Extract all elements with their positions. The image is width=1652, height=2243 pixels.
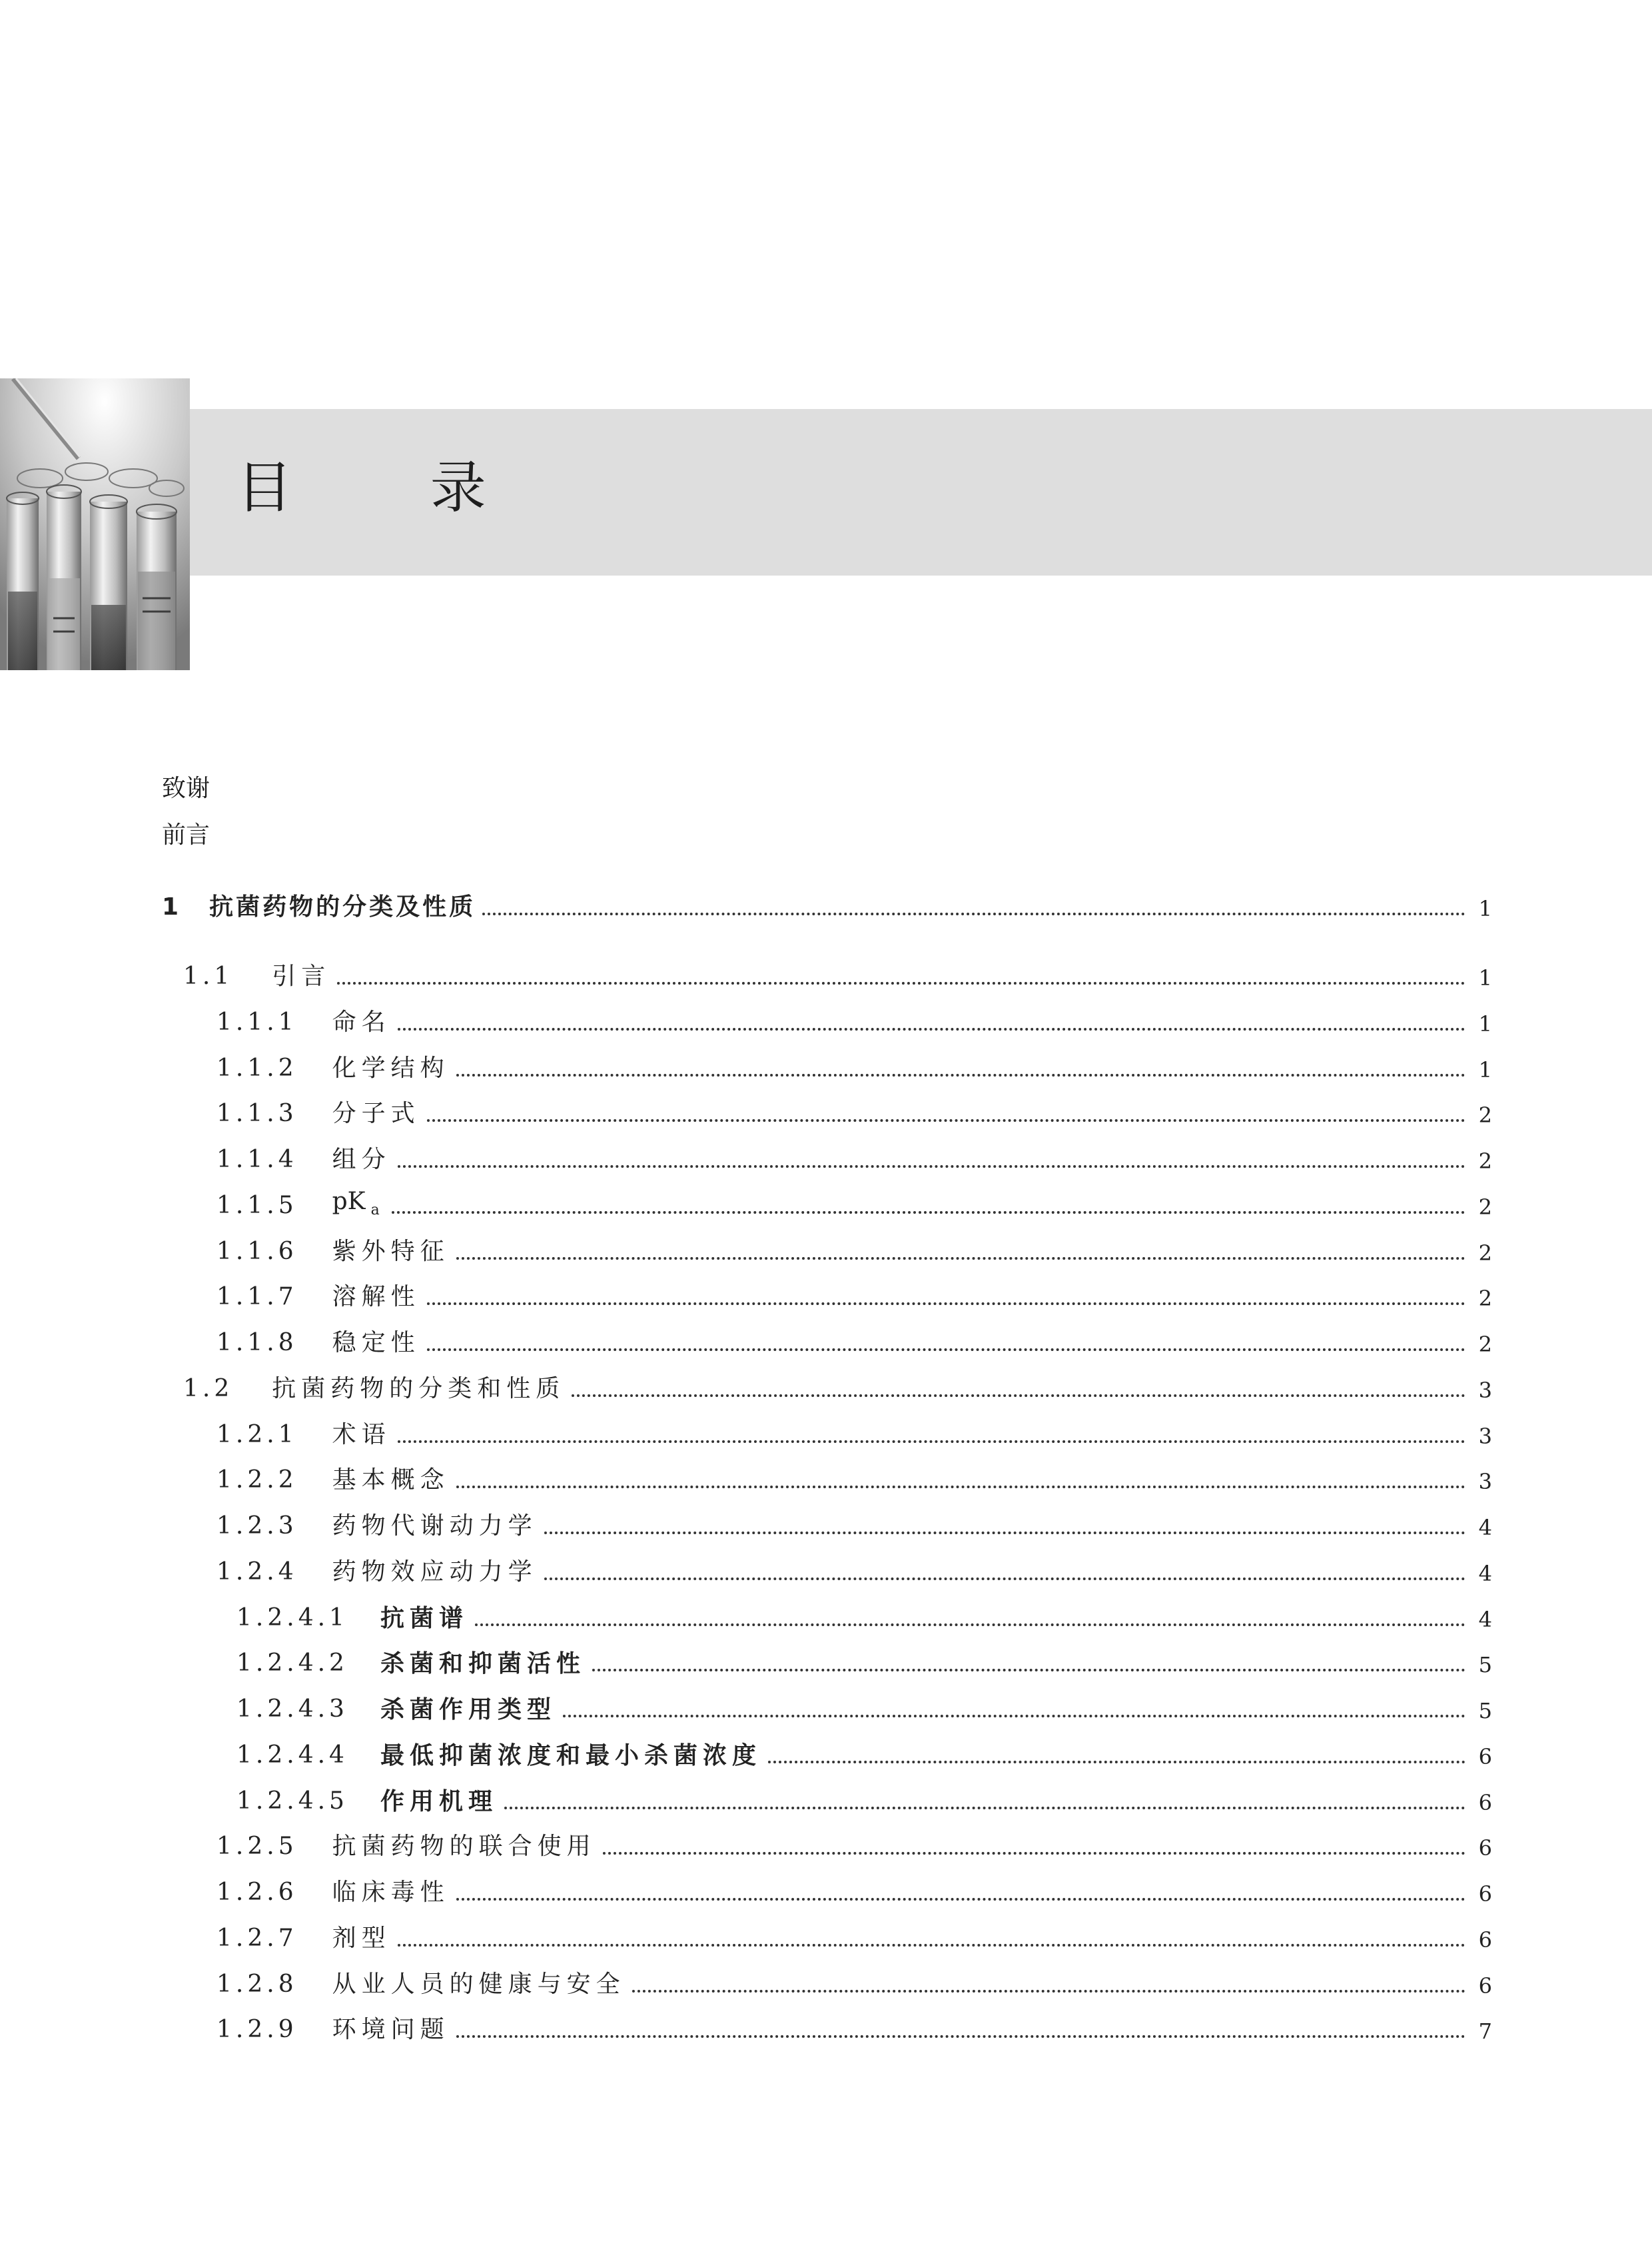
- toc-leader-dots: [456, 2035, 1465, 2038]
- toc-entry-number: 1.2.6: [216, 1879, 298, 1906]
- toc-leader-dots: [337, 982, 1465, 985]
- toc-entry[interactable]: [236, 1784, 1492, 1813]
- toc-leader-dots: [398, 1165, 1465, 1168]
- toc-entry-title: 从业人员的健康与安全: [332, 1971, 625, 1998]
- toc-entry-title: 紫外特征: [332, 1238, 450, 1265]
- toc-entry-number: 1.1.5: [216, 1192, 298, 1219]
- toc-entry[interactable]: [216, 1463, 1492, 1492]
- toc-entry-number: 1.2: [183, 1375, 234, 1402]
- toc-page-number: 4: [1478, 1561, 1492, 1586]
- toc-entry-title: 化学结构: [332, 1055, 450, 1082]
- toc-page-number: 6: [1478, 1881, 1492, 1907]
- toc-entry-number: 1.2.7: [216, 1925, 298, 1952]
- toc-entry-title: 命名: [332, 1009, 391, 1036]
- toc-entry[interactable]: [216, 1967, 1492, 1997]
- toc-page-number: 3: [1478, 1424, 1492, 1449]
- toc-entry-title: 临床毒性: [332, 1879, 450, 1906]
- toc-leader-dots: [768, 1761, 1465, 1763]
- toc-entry-title-main: pK: [332, 1187, 366, 1215]
- front-matter-acknowledgements[interactable]: 致谢: [162, 775, 210, 802]
- toc-entry[interactable]: [236, 1738, 1492, 1767]
- toc-entry[interactable]: [216, 1005, 1492, 1035]
- toc-entry-title: 药物代谢动力学: [332, 1512, 538, 1540]
- toc-page-number: 5: [1478, 1652, 1492, 1677]
- toc-entry-title: 药物效应动力学: [332, 1558, 538, 1585]
- toc-entry-number: 1.2.8: [216, 1971, 298, 1998]
- toc-chapter-number: 1: [162, 893, 179, 921]
- toc-entry[interactable]: [236, 1646, 1492, 1675]
- toc-entry-number: 1.2.1: [216, 1421, 298, 1448]
- toc-leader-dots: [475, 1623, 1465, 1626]
- toc-entry[interactable]: [216, 1326, 1492, 1355]
- toc-page-number: 2: [1478, 1194, 1492, 1220]
- toc-page-number: 2: [1478, 1286, 1492, 1311]
- toc-entry[interactable]: [216, 1875, 1492, 1905]
- toc-entry-number: 1.1.2: [216, 1055, 298, 1082]
- toc-leader-dots: [504, 1807, 1465, 1809]
- toc-entry-number: 1.2.5: [216, 1833, 298, 1860]
- toc-entry-title: [332, 1187, 385, 1218]
- toc-entry-number: 1.1.7: [216, 1283, 298, 1310]
- toc-entry[interactable]: [236, 1692, 1492, 1721]
- toc-entry-title: 杀菌作用类型: [380, 1695, 556, 1723]
- toc-leader-dots: [392, 1211, 1465, 1214]
- toc-chapter-title: 抗菌药物的分类及性质: [209, 893, 476, 921]
- toc-leader-dots: [398, 1944, 1465, 1947]
- toc-leader-dots: [632, 1990, 1465, 1993]
- toc-entry-number: 1.1.8: [216, 1329, 298, 1356]
- front-matter-preface[interactable]: 前言: [162, 821, 210, 849]
- toc-page-number: 1: [1478, 1057, 1492, 1083]
- toc-leader-dots: [456, 1898, 1465, 1901]
- toc-entry-title: 溶解性: [332, 1283, 420, 1310]
- toc-entry-number: 1.2.4: [216, 1558, 298, 1585]
- toc-entry[interactable]: [183, 1372, 1492, 1401]
- toc-page-number: 1: [1478, 965, 1492, 991]
- toc-entry-title: 环境问题: [332, 2016, 450, 2043]
- toc-entry-title: 最低抑菌浓度和最小杀菌浓度: [380, 1741, 761, 1769]
- toc-leader-dots: [398, 1440, 1465, 1443]
- toc-entry-number: 1.1.4: [216, 1146, 298, 1173]
- toc-page-number: 3: [1478, 1469, 1492, 1494]
- toc-entry[interactable]: [216, 1555, 1492, 1584]
- toc-leader-dots: [563, 1715, 1465, 1717]
- toc-entry-title: 组分: [332, 1146, 391, 1173]
- toc-page-number: 1: [1478, 1011, 1492, 1037]
- page-title: 目 录: [236, 455, 546, 520]
- toc-entry-title: 引言: [272, 963, 331, 990]
- toc-page-number: 2: [1478, 1148, 1492, 1174]
- toc-page-number: 7: [1478, 2019, 1492, 2044]
- toc-entry-title-subscript: a: [370, 1202, 385, 1218]
- toc-page-number: 2: [1478, 1332, 1492, 1357]
- toc-entry-number: 1.2.4.1: [236, 1604, 348, 1631]
- toc-entry-title: 抗菌谱: [380, 1604, 468, 1632]
- toc-leader-dots: [482, 913, 1465, 915]
- toc-page-number: 6: [1478, 1973, 1492, 1999]
- toc-entry-title: 稳定性: [332, 1329, 420, 1356]
- toc-page-number: 3: [1478, 1378, 1492, 1403]
- toc-page-number: 1: [1478, 896, 1492, 921]
- toc-leader-dots: [544, 1577, 1465, 1580]
- toc-leader-dots: [592, 1669, 1465, 1671]
- toc-page-number: 6: [1478, 1927, 1492, 1953]
- toc-entry[interactable]: [216, 1418, 1492, 1447]
- toc-leader-dots: [427, 1348, 1465, 1351]
- toc-page-number: 6: [1478, 1790, 1492, 1815]
- toc-entry-number: 1.2.4.3: [236, 1695, 348, 1723]
- toc-entry-number: 1.2.2: [216, 1466, 298, 1494]
- toc-entry-number: 1.2.9: [216, 2016, 298, 2043]
- toc-entry-number: 1.2.3: [216, 1512, 298, 1540]
- toc-page-number: 6: [1478, 1835, 1492, 1861]
- toc-page-number: 2: [1478, 1240, 1492, 1266]
- toc-page-number: 4: [1478, 1607, 1492, 1632]
- toc-entry[interactable]: [216, 1509, 1492, 1538]
- toc-leader-dots: [427, 1302, 1465, 1305]
- toc-entry[interactable]: [183, 959, 1492, 989]
- toc-entry-number: 1.2.4.5: [236, 1787, 348, 1815]
- toc-entry[interactable]: [216, 1188, 1492, 1218]
- toc-entry[interactable]: [216, 2013, 1492, 2042]
- toc-entry[interactable]: [216, 1921, 1492, 1951]
- toc-entry[interactable]: [216, 1097, 1492, 1126]
- toc-entry-title: 杀菌和抑菌活性: [380, 1649, 586, 1677]
- toc-entry-number: 1.1.3: [216, 1100, 298, 1127]
- toc-entry[interactable]: [216, 1280, 1492, 1309]
- toc-entry-title: 剂型: [332, 1925, 391, 1952]
- toc-page-number: 5: [1478, 1698, 1492, 1723]
- toc-entry[interactable]: [216, 1234, 1492, 1264]
- toc-entry-number: 1.2.4.2: [236, 1649, 348, 1677]
- toc-page-number: 4: [1478, 1515, 1492, 1540]
- toc-entry-title: 抗菌药物的联合使用: [332, 1833, 596, 1860]
- toc-leader-dots: [427, 1119, 1465, 1122]
- toc-entry-title: 基本概念: [332, 1466, 450, 1494]
- toc-entry-title: 分子式: [332, 1100, 420, 1127]
- toc-entry[interactable]: [216, 1829, 1492, 1859]
- toc-leader-dots: [398, 1028, 1465, 1031]
- toc-entry-number: 1.1.6: [216, 1238, 298, 1265]
- toc-leader-dots: [456, 1257, 1465, 1260]
- lab-test-tubes-photo: [0, 378, 190, 670]
- toc-leader-dots: [456, 1074, 1465, 1077]
- toc-entry[interactable]: [216, 1142, 1492, 1172]
- toc-entry-number: 1.1.1: [216, 1009, 298, 1036]
- toc-leader-dots: [603, 1852, 1465, 1855]
- toc-entry-title: 术语: [332, 1421, 391, 1448]
- toc-entry-number: 1.1: [183, 963, 234, 990]
- toc-page-number: 6: [1478, 1744, 1492, 1769]
- toc-chapter-1[interactable]: [162, 890, 1492, 919]
- toc-entry-title: 作用机理: [380, 1787, 498, 1815]
- toc-page-number: 2: [1478, 1103, 1492, 1128]
- toc-entry-title: 抗菌药物的分类和性质: [272, 1375, 566, 1402]
- toc-leader-dots: [572, 1394, 1465, 1397]
- toc-leader-dots: [456, 1486, 1465, 1488]
- toc-entry-number: 1.2.4.4: [236, 1741, 348, 1769]
- toc-entry[interactable]: [236, 1601, 1492, 1630]
- toc-leader-dots: [544, 1532, 1465, 1534]
- toc-entry[interactable]: [216, 1051, 1492, 1081]
